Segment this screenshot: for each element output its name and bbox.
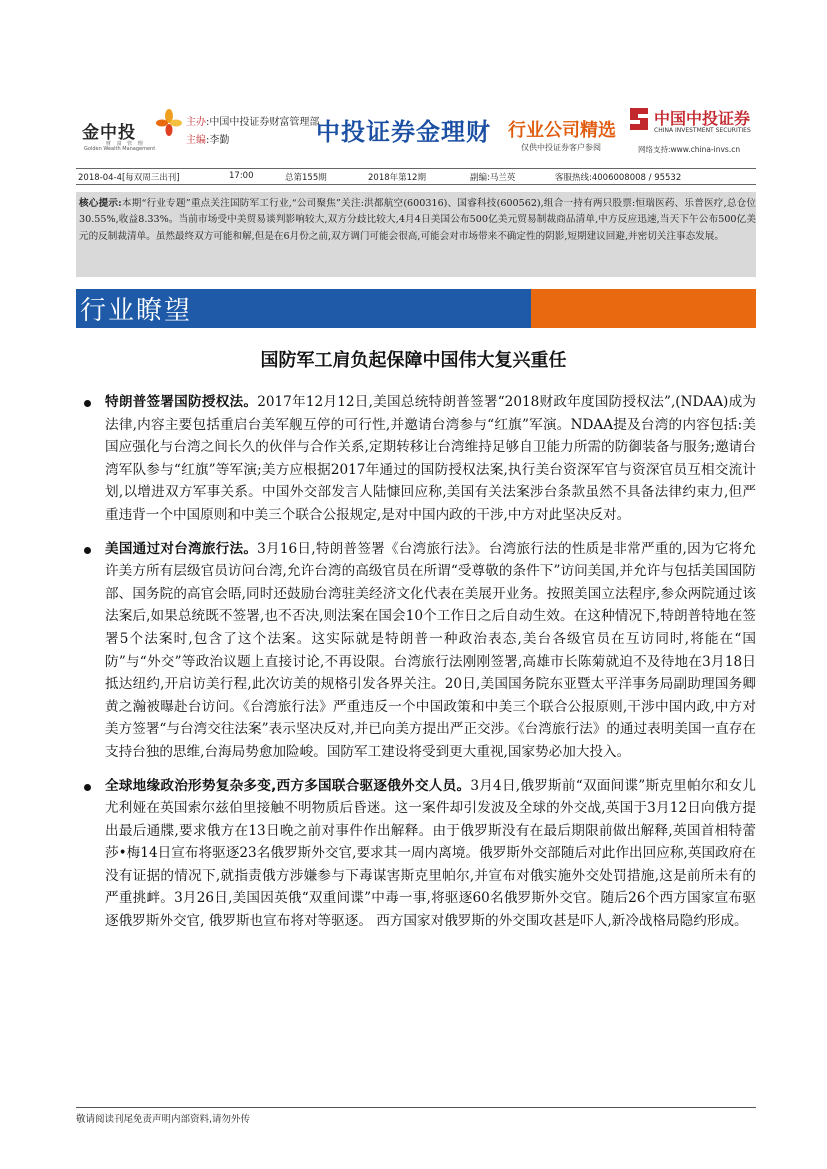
- bullet-text: 2017年12月12日,美国总统特朗普签署“2018财政年度国防授权法”,(NDAA)成为法律,内容主要包括重启台美军舰互停的可行性,并邀请台湾参与“红旗”军演。NDAA提及台湾的内容包括:美国应强化与台湾之间长久的伙伴与合作关系,定期转移让台湾维持足够自卫能力所需的防御装备与服务;邀请台湾军队参与“红旗”等军演;美方应根据2017年通过的国防授权法案,执行美台资深军官与资深官员互相交流计划,以增进双方军事关系。中国外交部发言人陆慷回应称,美国有关法案涉台条款虽然不具备法律约束力,但严重违背一个中国原则和中美三个联合公报规定,是对中国内政的干涉,中方对此坚决反对。: [105, 394, 757, 523]
- sponsor-label: 主办: [186, 117, 206, 128]
- bullet-lead: 全球地缘政治形势复杂多变,西方多国联合驱逐俄外交人员。: [105, 777, 471, 794]
- sponsor-value: :中国中投证券财富管理部: [206, 117, 320, 128]
- section-subtitle: 仅供中投证券客户参阅: [521, 143, 601, 152]
- logo-subtitle-cn: 财 富 管 理: [106, 141, 145, 147]
- article-body: [76, 391, 756, 944]
- issue-time: 17:00: [229, 171, 254, 181]
- service-hotline: 客服热线:4006008008 / 95532: [555, 173, 682, 183]
- list-item: [76, 775, 756, 933]
- logo-subtitle-en: Golden Wealth Management: [84, 146, 156, 152]
- list-item: [76, 538, 756, 764]
- masthead: [76, 96, 756, 160]
- editor-label: 主编: [186, 135, 206, 146]
- bullet-icon: [84, 547, 91, 554]
- banner-orange-block: [531, 289, 756, 328]
- banner-title: 行业瞭望: [80, 296, 193, 326]
- key-summary-box: [76, 192, 756, 277]
- cics-logo-icon: [628, 106, 650, 132]
- deputy-editor: 副编:马兰英: [470, 173, 516, 183]
- website-link[interactable]: 网络支持:www.china-invs.cn: [638, 145, 741, 154]
- total-issue: 总第155期: [285, 173, 327, 183]
- footer-notice: 敬请阅读刊尾免责声明内部资料,请勿外传: [76, 1114, 251, 1125]
- company-name: 中国中投证券: [654, 109, 751, 128]
- editor-value: :李勤: [206, 135, 230, 146]
- company-name-en: CHINA INVESTMENT SECURITIES: [654, 127, 751, 134]
- brand-title: 中投证券金理财: [316, 118, 491, 146]
- bullet-icon: [84, 784, 91, 791]
- logo-text: 金中投: [82, 123, 136, 143]
- bullet-text: 3月16日,特朗普签署《台湾旅行法》。台湾旅行法的性质是非常严重的,因为它将允许美方所有层级官员访问台湾,允许台湾的高级官员在所谓“受尊敬的条件下”访问美国,并允许与包括美国国防部、国务院的高官会晤,同时还鼓励台湾驻美经济文化代表在美展开业务。按照美国立法程序,参众两院通过该法案后,如果总统既不签署,也不否决,则法案在国会10个工作日之后自动生效。在这种情况下,特朗普特地在签署5个法案时,包含了这个法案。这实际就是特朗普一种政治表态,美台各级官员在互访同时,将能在“国防”与“外交”等政治议题上直接讨论,不再设限。台湾旅行法刚刚签署,高雄市长陈菊就迫不及待地在3月18日抵达纽约,开启访美行程,此次访美的规格引发各界关注。20日,美国国务院东亚暨太平洋事务局副助理国务卿黄之瀚被曝赴台访问。《台湾旅行法》严重违反一个中国政策和中美三个联合公报原则,干涉中国内政,中方对美方签署“与台湾交往法案”表示坚决反对,并已向美方提出严正交涉。《台湾旅行法》的通过表明美国一直存在支持台独的思维,台海局势愈加险峻。国防军工建设将受到更大重视,国家势必加大投入。: [105, 540, 756, 760]
- article-title: 国防军工肩负起保障中国伟大复兴重任: [260, 350, 567, 371]
- summary-label: 核心提示:: [79, 198, 122, 209]
- footer-divider: [76, 1107, 756, 1108]
- bullet-icon: [84, 400, 91, 407]
- year-issue: 2018年第12期: [368, 173, 426, 183]
- flower-logo-icon: [156, 108, 182, 138]
- golden-wealth-logo: [76, 104, 182, 152]
- issue-date: 2018-04-4[每双周三出刊]: [78, 173, 180, 183]
- list-item: [76, 391, 756, 527]
- section-banner: [76, 289, 756, 328]
- sponsor-block: [186, 114, 319, 150]
- summary-text: 本期“行业专题”重点关注国防军工行业,“公司聚焦”关注:洪都航空(600316)、国睿科技(600562),组合一持有两只股票:恒瑞医药、乐普医疗,总仓位30.55%,收益8.33%。当前市场受中美贸易谈判影响较大,双方分歧比较大,4月4日美国公布500亿美元贸易制裁商品清单,中方反应迅速,当天下午公布500亿美元的反制裁清单。虽然最终双方可能和解,但是在6月份之前,双方调门可能会很高,可能会对市场带来不确定性的阴影,短期建议回避,并密切关注事态发展。: [79, 198, 756, 242]
- bullet-text: 3月4日,俄罗斯前“双面间谍”斯克里帕尔和女儿尤利娅在英国索尔兹伯里接触不明物质后昏迷。这一案件却引发波及全球的外交战,英国于3月12日向俄方提出最后通牒,要求俄方在13日晚之前对事件作出解释。由于俄罗斯没有在最后期限前做出解释,英国首相特蕾莎•梅14日宣布将驱逐23名俄罗斯外交官,要求其一周内离境。俄罗斯外交部随后对此作出回应称,英国政府在没有证据的情况下,就指责俄方涉嫌参与下毒谋害斯克里帕尔,并宣布对俄实施外交处罚措施,这是前所未有的严重挑衅。3月26日,美国因英俄“双重间谍”中毒一事,将驱逐60名俄罗斯外交官。随后26个西方国家宣布驱逐俄罗斯外交官, 俄罗斯也宣布将对等驱逐。 西方国家对俄罗斯的外交围攻甚是吓人,新冷战格局隐约形成。: [105, 777, 756, 930]
- issue-info-bar: [76, 168, 756, 185]
- bullet-lead: 美国通过对台湾旅行法。: [105, 540, 258, 557]
- bullet-lead: 特朗普签署国防授权法。: [105, 394, 258, 410]
- section-title: 行业公司精选: [508, 120, 616, 141]
